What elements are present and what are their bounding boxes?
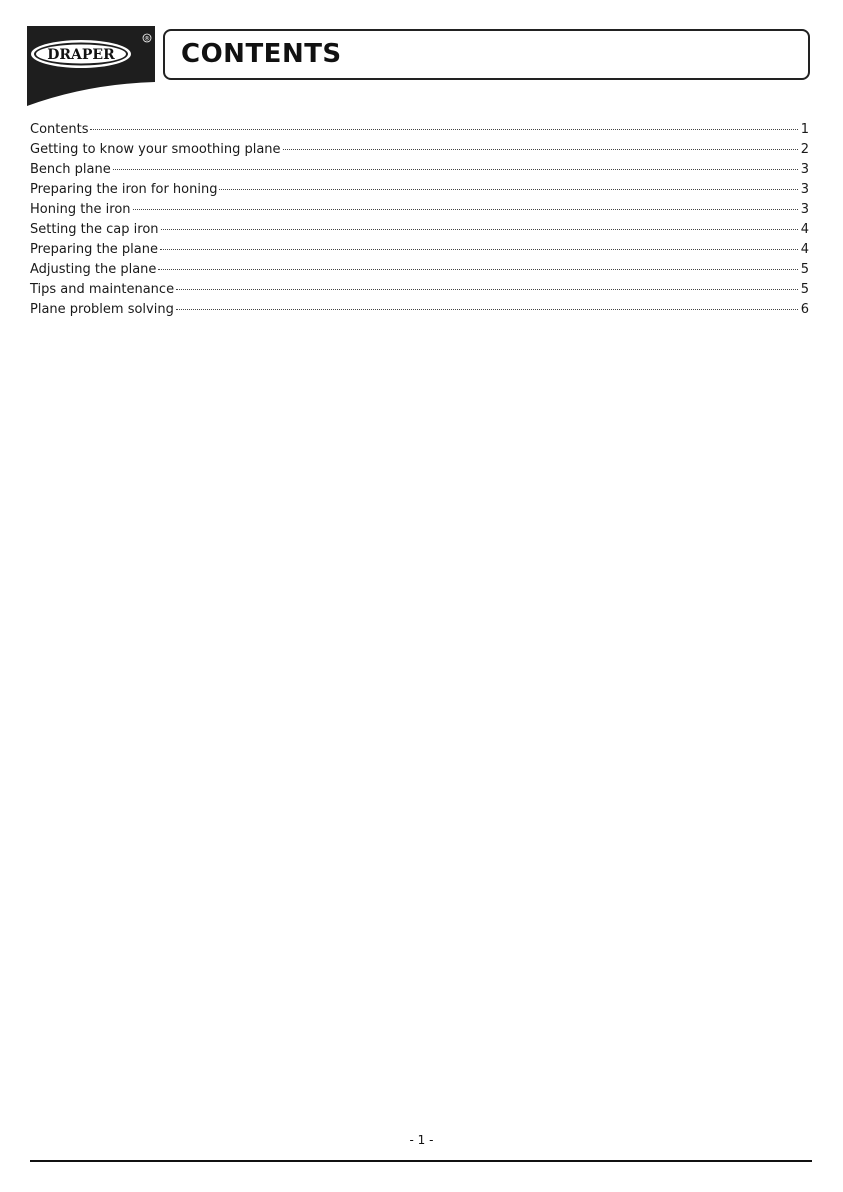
toc-entry[interactable]	[30, 282, 809, 302]
draper-logo-graphic	[27, 26, 155, 106]
toc-entry-label: Preparing the iron for honing	[30, 182, 218, 197]
toc-dot-leader	[219, 189, 797, 190]
toc-entry-page: 1	[800, 122, 809, 137]
draper-logo	[27, 26, 155, 106]
toc-entry[interactable]	[30, 202, 809, 222]
toc-entry[interactable]	[30, 262, 809, 282]
toc-dot-leader	[133, 209, 798, 210]
toc-entry[interactable]	[30, 182, 809, 202]
toc-entry[interactable]	[30, 142, 809, 162]
toc-entry-page: 5	[800, 262, 809, 277]
toc-entry-page: 5	[800, 282, 809, 297]
toc-entry-page: 3	[800, 202, 809, 217]
toc-dot-leader	[158, 269, 797, 270]
toc-dot-leader	[176, 309, 798, 310]
toc-entry-page: 6	[800, 302, 809, 317]
toc-entry[interactable]	[30, 242, 809, 262]
page-title: CONTENTS	[181, 39, 342, 69]
toc-entry-label: Preparing the plane	[30, 242, 159, 257]
toc-entry[interactable]	[30, 302, 809, 322]
toc-dot-leader	[90, 129, 797, 130]
toc-dot-leader	[161, 229, 798, 230]
toc-entry-label: Contents	[30, 122, 89, 137]
toc-entry-label: Getting to know your smoothing plane	[30, 142, 281, 157]
toc-entry-label: Tips and maintenance	[30, 282, 175, 297]
toc-dot-leader	[113, 169, 798, 170]
toc-dot-leader	[176, 289, 798, 290]
table-of-contents	[30, 122, 809, 322]
title-box	[163, 29, 810, 80]
toc-entry-label: Honing the iron	[30, 202, 131, 217]
footer-divider	[30, 1160, 812, 1162]
toc-entry-label: Bench plane	[30, 162, 111, 177]
toc-entry-page: 3	[800, 162, 809, 177]
toc-entry-label: Setting the cap iron	[30, 222, 159, 237]
toc-entry[interactable]	[30, 222, 809, 242]
toc-entry-label: Adjusting the plane	[30, 262, 157, 277]
toc-entry[interactable]	[30, 122, 809, 142]
registered-mark: ®	[144, 35, 150, 43]
toc-entry-page: 4	[800, 222, 809, 237]
toc-dot-leader	[160, 249, 798, 250]
page-number: - 1 -	[409, 1133, 434, 1147]
toc-entry-page: 3	[800, 182, 809, 197]
logo-wordmark: DRAPER	[47, 47, 115, 63]
toc-entry-label: Plane problem solving	[30, 302, 174, 317]
toc-dot-leader	[283, 149, 798, 150]
toc-entry-page: 4	[800, 242, 809, 257]
toc-entry-page: 2	[800, 142, 809, 157]
toc-entry[interactable]	[30, 162, 809, 182]
